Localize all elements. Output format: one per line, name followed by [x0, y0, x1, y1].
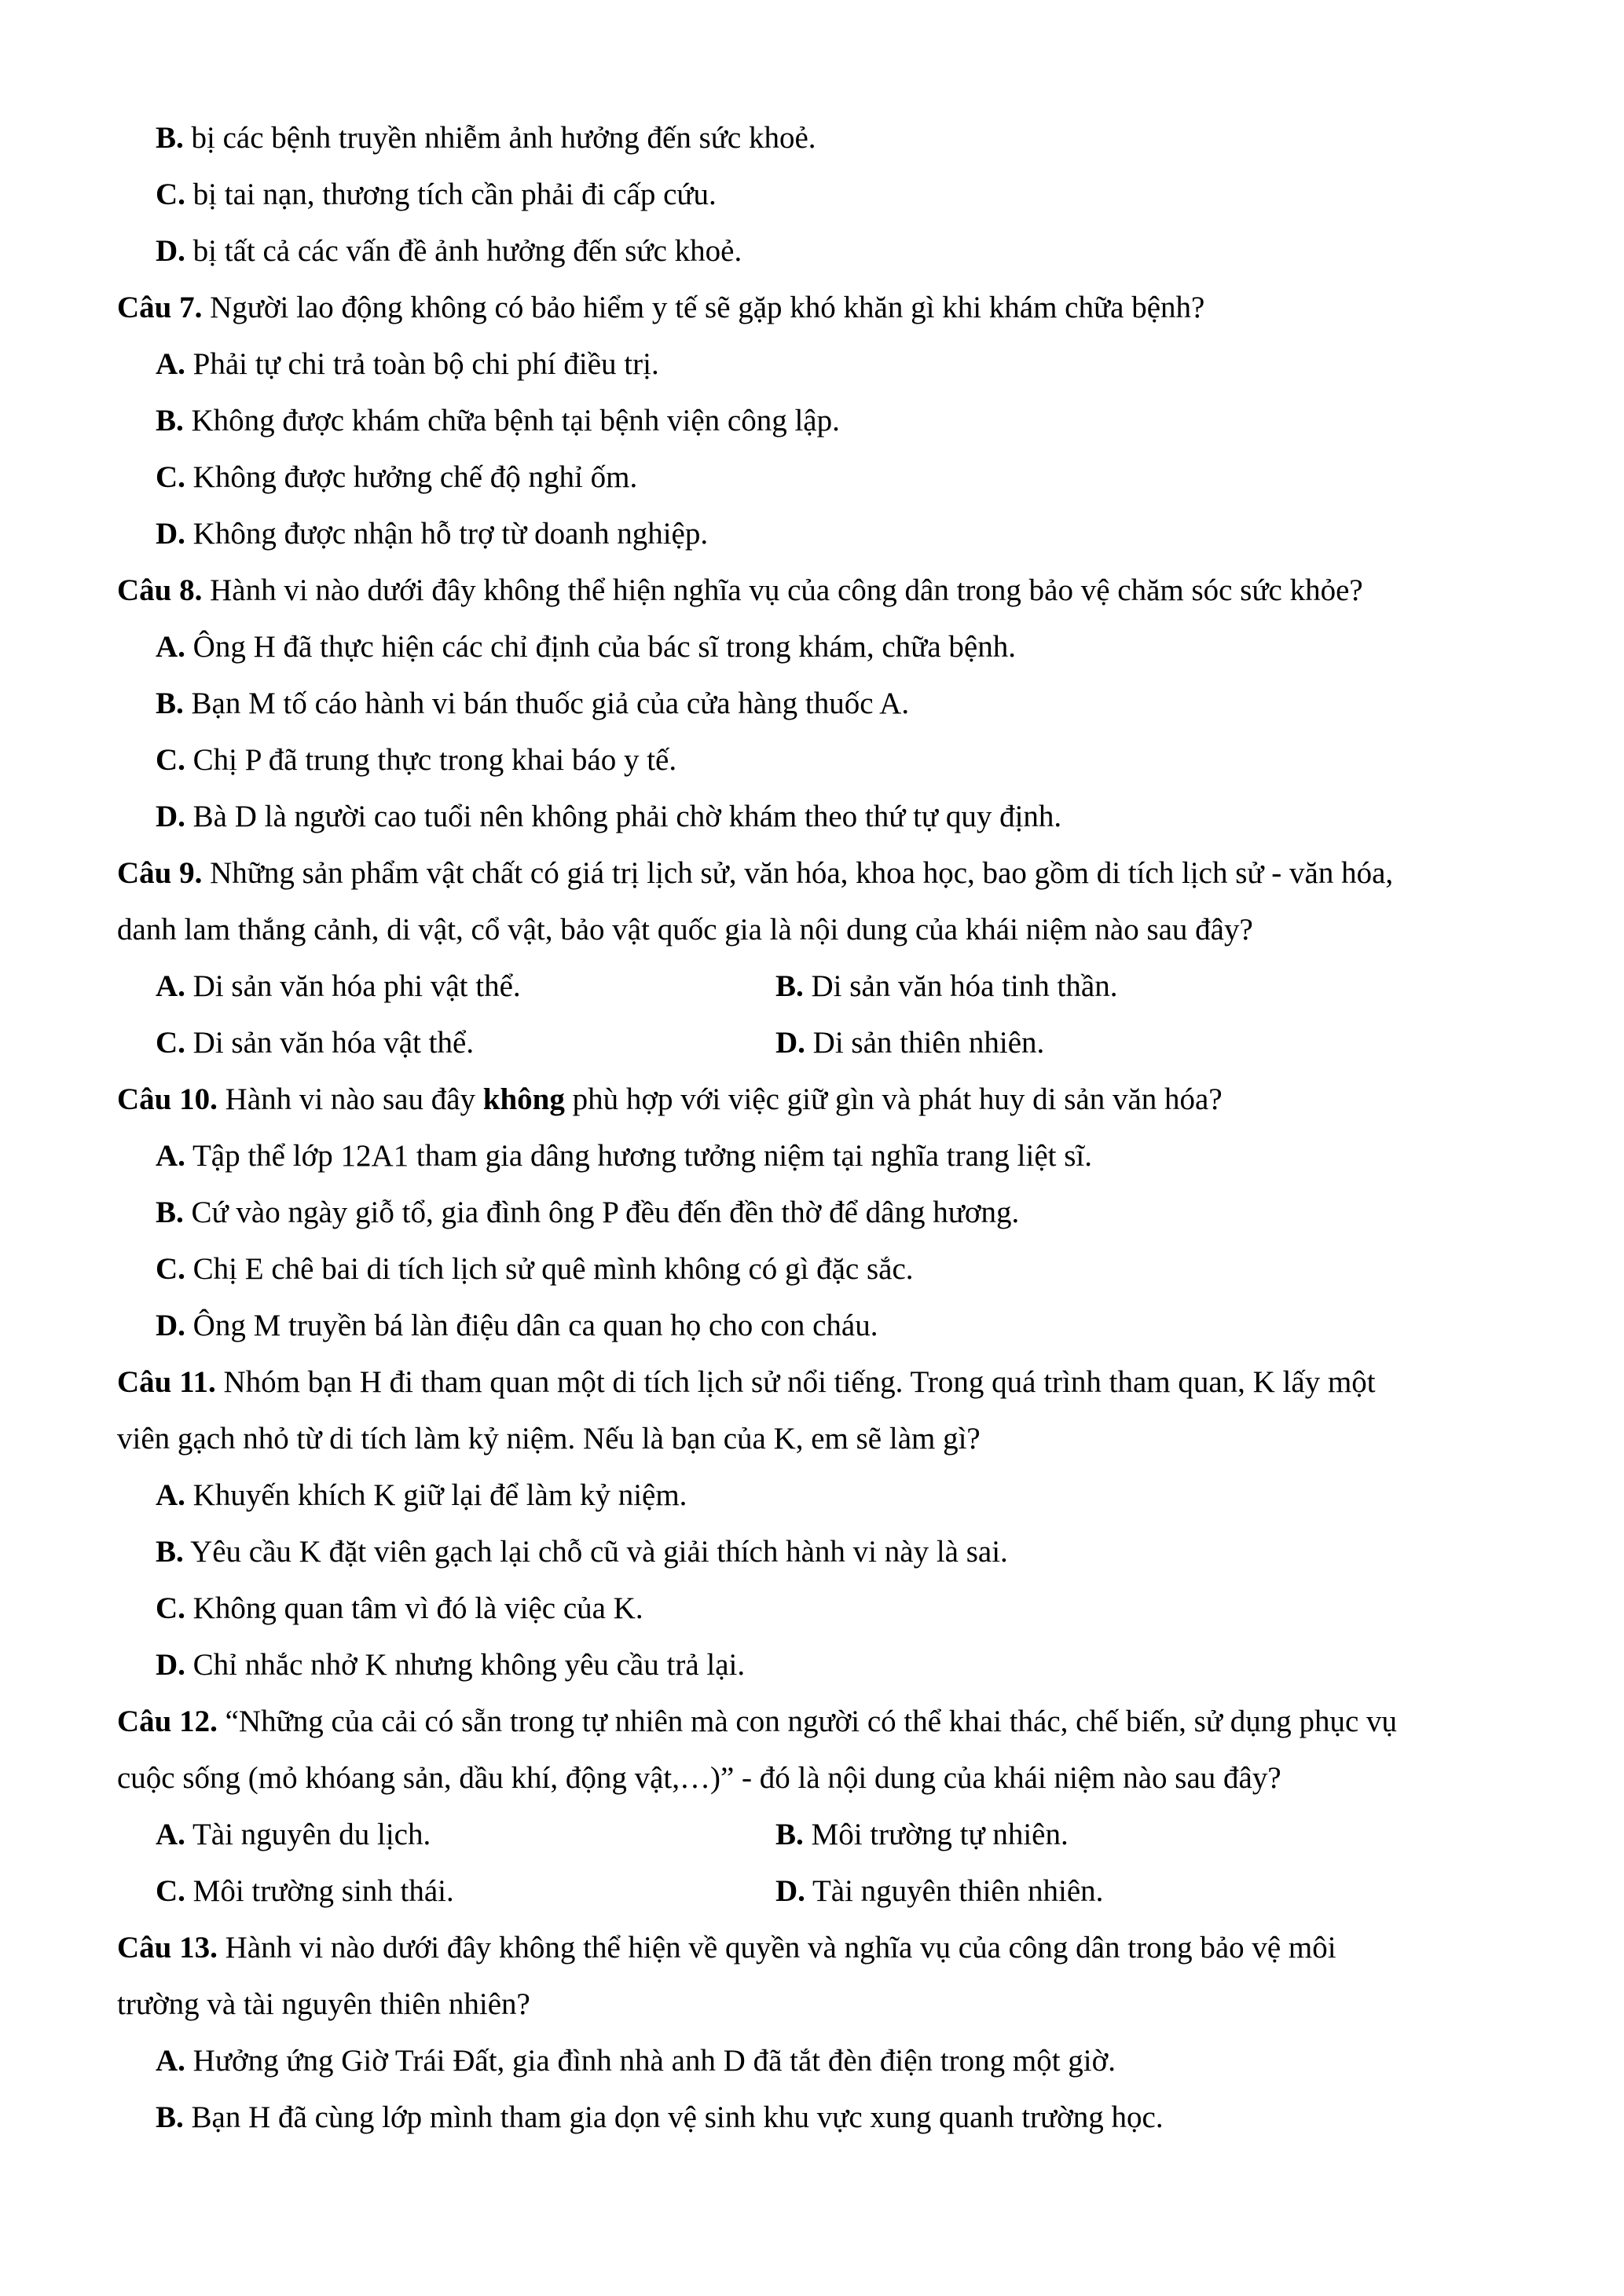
- question-text: cuộc sống (mỏ khóang sản, dầu khí, động vật,…)” - đó là nội dung của khái niệm nào sau đây?: [117, 1761, 1281, 1795]
- question-label: Câu 10.: [117, 1082, 218, 1116]
- q8-option-b: [156, 685, 909, 723]
- option-label: A.: [156, 2044, 185, 2078]
- option-text: Di sản thiên nhiên.: [812, 1026, 1045, 1060]
- option-label: C.: [156, 178, 185, 211]
- q13-option-a: [156, 2042, 1116, 2080]
- option-label: B.: [775, 1818, 804, 1851]
- option-text: Yêu cầu K đặt viên gạch lại chỗ cũ và giải thích hành vi này là sai.: [190, 1535, 1008, 1569]
- q7-option-c: [156, 459, 637, 496]
- q9-option-a: [156, 968, 521, 1005]
- option-label: D.: [775, 1026, 805, 1060]
- option-b: [156, 119, 816, 157]
- option-text: Ông H đã thực hiện các chỉ định của bác sĩ trong khám, chữa bệnh.: [192, 630, 1016, 664]
- question-9-cont: [117, 911, 1253, 949]
- q8-option-a: [156, 628, 1016, 666]
- option-label: D.: [156, 800, 185, 833]
- option-label: B.: [156, 1196, 184, 1229]
- question-label: Câu 13.: [117, 1931, 218, 1965]
- option-text: Môi trường sinh thái.: [192, 1874, 454, 1908]
- question-text: “Những của cải có sẵn trong tự nhiên mà con người có thể khai thác, chế biến, sử dụng phục vụ: [225, 1705, 1398, 1738]
- q7-option-a: [156, 346, 659, 383]
- option-text: Bà D là người cao tuổi nên không phải chờ khám theo thứ tự quy định.: [192, 800, 1062, 833]
- q9-option-b: [775, 968, 1117, 1005]
- question-text: Người lao động không có bảo hiểm y tế sẽ gặp khó khăn gì khi khám chữa bệnh?: [210, 291, 1205, 324]
- option-text: bị tai nạn, thương tích cần phải đi cấp cứu.: [192, 178, 717, 211]
- option-label: A.: [156, 1818, 185, 1851]
- option-text: Không được khám chữa bệnh tại bệnh viện công lập.: [191, 404, 840, 438]
- question-13-cont: [117, 1986, 530, 2023]
- option-label: A.: [156, 1478, 185, 1512]
- option-text: Hưởng ứng Giờ Trái Đất, gia đình nhà anh D đã tắt đèn điện trong một giờ.: [192, 2044, 1116, 2078]
- option-text: Không quan tâm vì đó là việc của K.: [192, 1591, 643, 1625]
- q9-option-d: [775, 1024, 1044, 1062]
- option-text: Tài nguyên du lịch.: [192, 1818, 431, 1851]
- question-8: [117, 572, 1363, 610]
- option-text: Tài nguyên thiên nhiên.: [812, 1874, 1104, 1908]
- option-text: Không được hưởng chế độ nghỉ ốm.: [192, 460, 638, 494]
- option-label: B.: [156, 2100, 184, 2134]
- q11-option-c: [156, 1590, 643, 1628]
- q13-option-b: [156, 2099, 1164, 2137]
- option-text: Môi trường tự nhiên.: [811, 1818, 1069, 1851]
- option-text: Phải tự chi trả toàn bộ chi phí điều trị.: [192, 347, 659, 381]
- question-text: Nhóm bạn H đi tham quan một di tích lịch sử nổi tiếng. Trong quá trình tham quan, K lấy một: [223, 1365, 1376, 1399]
- question-10: [117, 1081, 1223, 1119]
- option-text: Di sản văn hóa phi vật thể.: [192, 969, 521, 1003]
- q10-option-a: [156, 1137, 1092, 1175]
- option-label: A.: [156, 347, 185, 381]
- q11-option-b: [156, 1533, 1008, 1571]
- option-label: B.: [156, 404, 184, 438]
- question-12: [117, 1703, 1397, 1741]
- option-text: Bạn H đã cùng lớp mình tham gia dọn vệ sinh khu vực xung quanh trường học.: [191, 2100, 1164, 2134]
- option-text: Không được nhận hỗ trợ từ doanh nghiệp.: [192, 517, 709, 551]
- question-label: Câu 11.: [117, 1365, 216, 1399]
- option-label: B.: [156, 687, 184, 720]
- option-text: Di sản văn hóa vật thể.: [192, 1026, 475, 1060]
- q11-option-d: [156, 1646, 745, 1684]
- question-label: Câu 8.: [117, 573, 203, 607]
- option-label: C.: [156, 460, 185, 494]
- option-text: Khuyến khích K giữ lại để làm kỷ niệm.: [192, 1478, 687, 1512]
- option-text: Bạn M tố cáo hành vi bán thuốc giả của cửa hàng thuốc A.: [191, 687, 910, 720]
- q12-option-d: [775, 1873, 1103, 1910]
- question-text: phù hợp với việc giữ gìn và phát huy di sản văn hóa?: [572, 1082, 1223, 1116]
- option-text: Tập thể lớp 12A1 tham gia dâng hương tưởng niệm tại nghĩa trang liệt sĩ.: [192, 1139, 1092, 1173]
- question-text: viên gạch nhỏ từ di tích làm kỷ niệm. Nếu là bạn của K, em sẽ làm gì?: [117, 1422, 981, 1456]
- option-text: Chỉ nhắc nhở K nhưng không yêu cầu trả lại.: [192, 1648, 746, 1682]
- option-text: bị tất cả các vấn đề ảnh hưởng đến sức khoẻ.: [192, 234, 742, 268]
- option-label: B.: [156, 121, 184, 155]
- option-label: D.: [156, 234, 185, 268]
- option-label: C.: [156, 1874, 185, 1908]
- option-label: C.: [156, 1591, 185, 1625]
- question-11: [117, 1364, 1376, 1401]
- question-emphasis: không: [482, 1082, 565, 1116]
- question-9: [117, 855, 1393, 892]
- option-text: Ông M truyền bá làn điệu dân ca quan họ cho con cháu.: [192, 1309, 878, 1342]
- option-label: D.: [156, 1648, 185, 1682]
- option-text: Chị E chê bai di tích lịch sử quê mình không có gì đặc sắc.: [192, 1252, 914, 1286]
- question-label: Câu 7.: [117, 291, 203, 324]
- option-label: C.: [156, 743, 185, 777]
- question-label: Câu 9.: [117, 856, 203, 890]
- option-c: [156, 176, 717, 214]
- q12-option-b: [775, 1816, 1069, 1854]
- option-label: B.: [156, 1535, 184, 1569]
- question-text: Những sản phẩm vật chất có giá trị lịch sử, văn hóa, khoa học, bao gồm di tích lịch sử - văn hóa,: [210, 856, 1394, 890]
- q10-option-d: [156, 1307, 878, 1345]
- q10-option-c: [156, 1251, 914, 1288]
- option-label: D.: [156, 517, 185, 551]
- question-text: trường và tài nguyên thiên nhiên?: [117, 1987, 530, 2021]
- question-label: Câu 12.: [117, 1705, 218, 1738]
- option-label: D.: [156, 1309, 185, 1342]
- q11-option-a: [156, 1477, 687, 1514]
- question-text: Hành vi nào sau đây: [225, 1082, 476, 1116]
- option-label: A.: [156, 630, 185, 664]
- option-text: Cứ vào ngày giỗ tổ, gia đình ông P đều đến đền thờ để dâng hương.: [191, 1196, 1020, 1229]
- option-d: [156, 233, 742, 270]
- q12-option-c: [156, 1873, 454, 1910]
- option-label: D.: [775, 1874, 805, 1908]
- option-label: A.: [156, 1139, 185, 1173]
- q12-option-a: [156, 1816, 431, 1854]
- q7-option-d: [156, 515, 708, 553]
- option-text: Chị P đã trung thực trong khai báo y tế.: [192, 743, 677, 777]
- option-label: C.: [156, 1026, 185, 1060]
- question-text: Hành vi nào dưới đây không thể hiện về quyền và nghĩa vụ của công dân trong bảo vệ môi: [225, 1931, 1336, 1965]
- option-label: C.: [156, 1252, 185, 1286]
- question-text: danh lam thắng cảnh, di vật, cổ vật, bảo vật quốc gia là nội dung của khái niệm nào sau đây?: [117, 913, 1253, 947]
- option-text: bị các bệnh truyền nhiễm ảnh hưởng đến sức khoẻ.: [191, 121, 816, 155]
- q8-option-d: [156, 798, 1061, 836]
- question-12-cont: [117, 1760, 1281, 1797]
- question-7: [117, 289, 1204, 327]
- option-label: B.: [775, 969, 804, 1003]
- option-text: Di sản văn hóa tinh thần.: [811, 969, 1118, 1003]
- q9-option-c: [156, 1024, 474, 1062]
- q7-option-b: [156, 402, 840, 440]
- q8-option-c: [156, 742, 676, 779]
- question-13: [117, 1929, 1336, 1967]
- question-11-cont: [117, 1420, 981, 1458]
- q10-option-b: [156, 1194, 1019, 1232]
- question-text: Hành vi nào dưới đây không thể hiện nghĩa vụ của công dân trong bảo vệ chăm sóc sức khỏe?: [210, 573, 1363, 607]
- option-label: A.: [156, 969, 185, 1003]
